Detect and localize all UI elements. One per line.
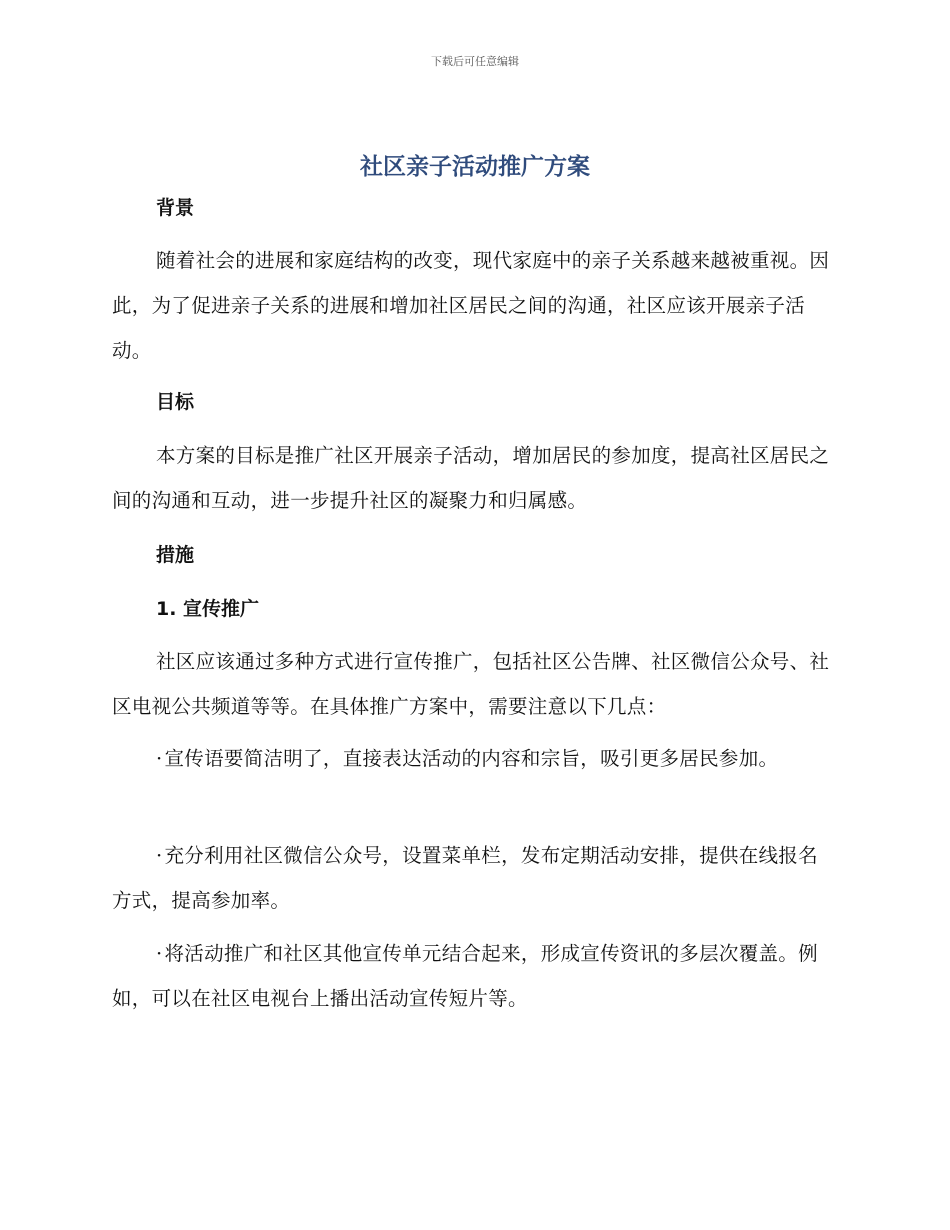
bullet-symbol: · [156, 942, 163, 965]
heading-measures: 措施 [156, 544, 195, 566]
bullet-symbol: · [156, 844, 163, 867]
bullet-item [112, 931, 832, 1021]
paragraph-promotion: 社区应该通过多种方式进行宣传推广，包括社区公告牌、社区微信公众号、社区电视公共频道等等。在具体推广方案中，需要注意以下几点： [112, 650, 830, 718]
bullet-text: 充分利用社区微信公众号，设置菜单栏，发布定期活动安排，提供在线报名方式，提高参加率。 [112, 844, 818, 912]
heading-background: 背景 [156, 197, 195, 219]
paragraph-goal: 本方案的目标是推广社区开展亲子活动，增加居民的参加度，提高社区居民之间的沟通和互动，进一步提升社区的凝聚力和归属感。 [112, 444, 830, 512]
paragraph-background: 随着社会的进展和家庭结构的改变，现代家庭中的亲子关系越来越被重视。因此，为了促进亲子关系的进展和增加社区居民之间的沟通，社区应该开展亲子活动。 [112, 249, 830, 362]
bullet-item [112, 736, 832, 781]
header-note: 下载后可任意编辑 [431, 55, 519, 68]
heading-goal: 目标 [156, 391, 195, 413]
bullet-item [112, 833, 832, 923]
document-title: 社区亲子活动推广方案 [360, 154, 590, 180]
bullet-text: 宣传语要简洁明了，直接表达活动的内容和宗旨，吸引更多居民参加。 [164, 747, 779, 770]
heading-promotion: 1. 宣传推广 [156, 598, 260, 620]
bullet-text: 将活动推广和社区其他宣传单元结合起来，形成宣传资讯的多层次覆盖。例如，可以在社区电视台上播出活动宣传短片等。 [112, 942, 818, 1010]
bullet-symbol: · [156, 747, 163, 770]
